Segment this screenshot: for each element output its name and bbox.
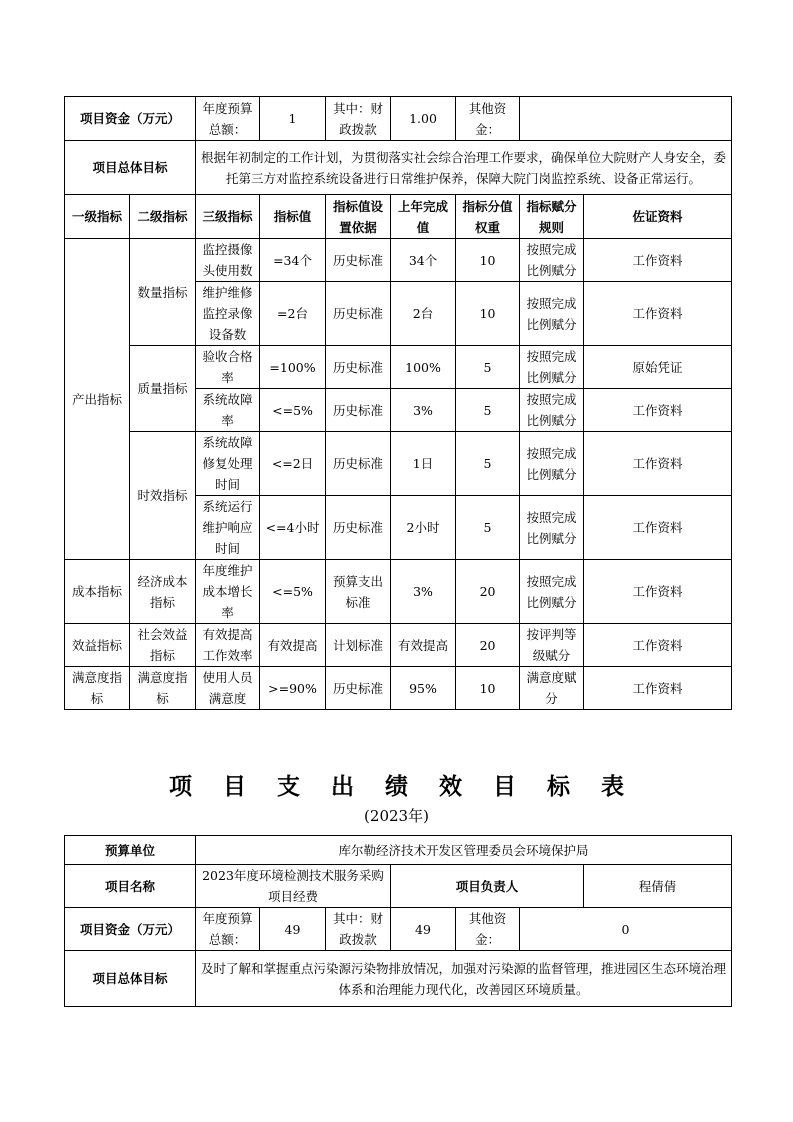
annual-budget-value: 1	[260, 97, 326, 141]
fiscal-allocation-label: 其中：财政拨款	[326, 97, 391, 141]
weight-cell: 10	[456, 282, 520, 346]
weight-cell: 5	[456, 432, 520, 496]
rule-cell: 按照完成比例赋分	[520, 346, 584, 389]
overall-goal-label: 项目总体目标	[65, 951, 196, 1007]
project-owner-label: 项目负责人	[391, 865, 584, 908]
value-cell: 有效提高	[260, 624, 326, 667]
header-basis: 指标值设置依据	[326, 195, 391, 239]
rule-cell: 按照完成比例赋分	[520, 496, 584, 560]
rule-cell: 按照完成比例赋分	[520, 282, 584, 346]
fiscal-allocation-value: 1.00	[391, 97, 456, 141]
level2-cell: 经济成本指标	[130, 560, 196, 624]
basis-cell: 历史标准	[326, 389, 391, 432]
rule-cell: 按照完成比例赋分	[520, 389, 584, 432]
project-name-value: 2023年度环境检测技术服务采购项目经费	[196, 865, 391, 908]
level3-cell: 年度维护成本增长率	[196, 560, 260, 624]
weight-cell: 5	[456, 496, 520, 560]
value-cell: =100%	[260, 346, 326, 389]
value-cell: <=4小时	[260, 496, 326, 560]
project-name-label: 项目名称	[65, 865, 196, 908]
evidence-cell: 工作资料	[584, 496, 732, 560]
level2-quantity: 数量指标	[130, 239, 196, 346]
other-funds-label: 其他资金：	[456, 908, 520, 951]
overall-goal-text: 根据年初制定的工作计划，为贯彻落实社会综合治理工作要求，确保单位大院财产人身安全，委托第三方对监控系统设备进行日常维护保养，保障大院门岗监控系统、设备正常运行。	[196, 141, 732, 195]
evidence-cell: 工作资料	[584, 560, 732, 624]
rule-cell: 按评判等级赋分	[520, 624, 584, 667]
basis-cell: 历史标准	[326, 346, 391, 389]
annual-budget-label: 年度预算总额：	[196, 97, 260, 141]
evidence-cell: 工作资料	[584, 389, 732, 432]
evidence-cell: 工作资料	[584, 282, 732, 346]
prev-cell: 2小时	[391, 496, 456, 560]
prev-cell: 2台	[391, 282, 456, 346]
evidence-cell: 工作资料	[584, 432, 732, 496]
header-prev-year: 上年完成值	[391, 195, 456, 239]
basis-cell: 历史标准	[326, 432, 391, 496]
weight-cell: 5	[456, 389, 520, 432]
level1-benefit: 效益指标	[65, 624, 130, 667]
weight-cell: 20	[456, 624, 520, 667]
level3-cell: 系统故障修复处理时间	[196, 432, 260, 496]
page-year: (2023年)	[364, 807, 429, 825]
weight-cell: 10	[456, 667, 520, 710]
value-cell: <=5%	[260, 560, 326, 624]
header-evidence: 佐证资料	[584, 195, 732, 239]
table-row	[65, 624, 732, 667]
annual-budget-value: 49	[260, 908, 326, 951]
value-cell: <=2日	[260, 432, 326, 496]
weight-cell: 5	[456, 346, 520, 389]
level1-cost: 成本指标	[65, 560, 130, 624]
level3-cell: 系统故障率	[196, 389, 260, 432]
other-funds-value: 0	[520, 908, 732, 951]
evidence-cell: 工作资料	[584, 667, 732, 710]
prev-cell: 3%	[391, 560, 456, 624]
prev-cell: 有效提高	[391, 624, 456, 667]
basis-cell: 计划标准	[326, 624, 391, 667]
header-rule: 指标赋分规则	[520, 195, 584, 239]
evidence-cell: 原始凭证	[584, 346, 732, 389]
funds-label: 项目资金（万元）	[65, 97, 196, 141]
table-row	[65, 560, 732, 624]
level2-cell: 社会效益指标	[130, 624, 196, 667]
budget-unit-label: 预算单位	[65, 836, 196, 865]
rule-cell: 按照完成比例赋分	[520, 432, 584, 496]
table-row	[65, 239, 732, 282]
weight-cell: 20	[456, 560, 520, 624]
rule-cell: 按照完成比例赋分	[520, 239, 584, 282]
performance-indicator-table	[64, 96, 732, 710]
rule-cell: 满意度赋分	[520, 667, 584, 710]
basis-cell: 历史标准	[326, 667, 391, 710]
level2-cell: 满意度指标	[130, 667, 196, 710]
level3-cell: 验收合格率	[196, 346, 260, 389]
level3-cell: 维护维修监控录像设备数	[196, 282, 260, 346]
prev-cell: 3%	[391, 389, 456, 432]
funds-label: 项目资金（万元）	[65, 908, 196, 951]
level3-cell: 监控摄像头使用数	[196, 239, 260, 282]
fiscal-allocation-label: 其中：财政拨款	[326, 908, 391, 951]
table-row	[65, 432, 732, 496]
other-funds-value	[520, 97, 732, 141]
level3-cell: 系统运行维护响应时间	[196, 496, 260, 560]
project-info-table	[64, 835, 732, 1007]
overall-goal-label: 项目总体目标	[65, 141, 196, 195]
level2-timeliness: 时效指标	[130, 432, 196, 560]
basis-cell: 历史标准	[326, 282, 391, 346]
header-value: 指标值	[260, 195, 326, 239]
header-level2: 二级指标	[130, 195, 196, 239]
annual-budget-label: 年度预算总额：	[196, 908, 260, 951]
value-cell: =2台	[260, 282, 326, 346]
value-cell: =34个	[260, 239, 326, 282]
evidence-cell: 工作资料	[584, 624, 732, 667]
weight-cell: 10	[456, 239, 520, 282]
other-funds-label: 其他资金：	[456, 97, 520, 141]
header-level3: 三级指标	[196, 195, 260, 239]
header-weight: 指标分值权重	[456, 195, 520, 239]
header-level1: 一级指标	[65, 195, 130, 239]
value-cell: <=5%	[260, 389, 326, 432]
basis-cell: 预算支出标准	[326, 560, 391, 624]
table-row	[65, 667, 732, 710]
page-title: 项目支出绩效目标表	[169, 774, 655, 800]
table-row	[65, 346, 732, 389]
overall-goal-text: 及时了解和掌握重点污染源污染物排放情况，加强对污染源的监督管理，推进园区生态环境治理体系和治理能力现代化，改善园区环境质量。	[196, 951, 732, 1007]
fiscal-allocation-value: 49	[391, 908, 456, 951]
level2-quality: 质量指标	[130, 346, 196, 432]
level3-cell: 使用人员满意度	[196, 667, 260, 710]
rule-cell: 按照完成比例赋分	[520, 560, 584, 624]
project-owner-value: 程倩倩	[584, 865, 732, 908]
prev-cell: 1日	[391, 432, 456, 496]
budget-unit-value: 库尔勒经济技术开发区管理委员会环境保护局	[196, 836, 732, 865]
prev-cell: 34个	[391, 239, 456, 282]
level1-satisfaction: 满意度指标	[65, 667, 130, 710]
evidence-cell: 工作资料	[584, 239, 732, 282]
prev-cell: 100%	[391, 346, 456, 389]
level1-output: 产出指标	[65, 239, 130, 560]
prev-cell: 95%	[391, 667, 456, 710]
basis-cell: 历史标准	[326, 496, 391, 560]
value-cell: >=90%	[260, 667, 326, 710]
basis-cell: 历史标准	[326, 239, 391, 282]
level3-cell: 有效提高工作效率	[196, 624, 260, 667]
